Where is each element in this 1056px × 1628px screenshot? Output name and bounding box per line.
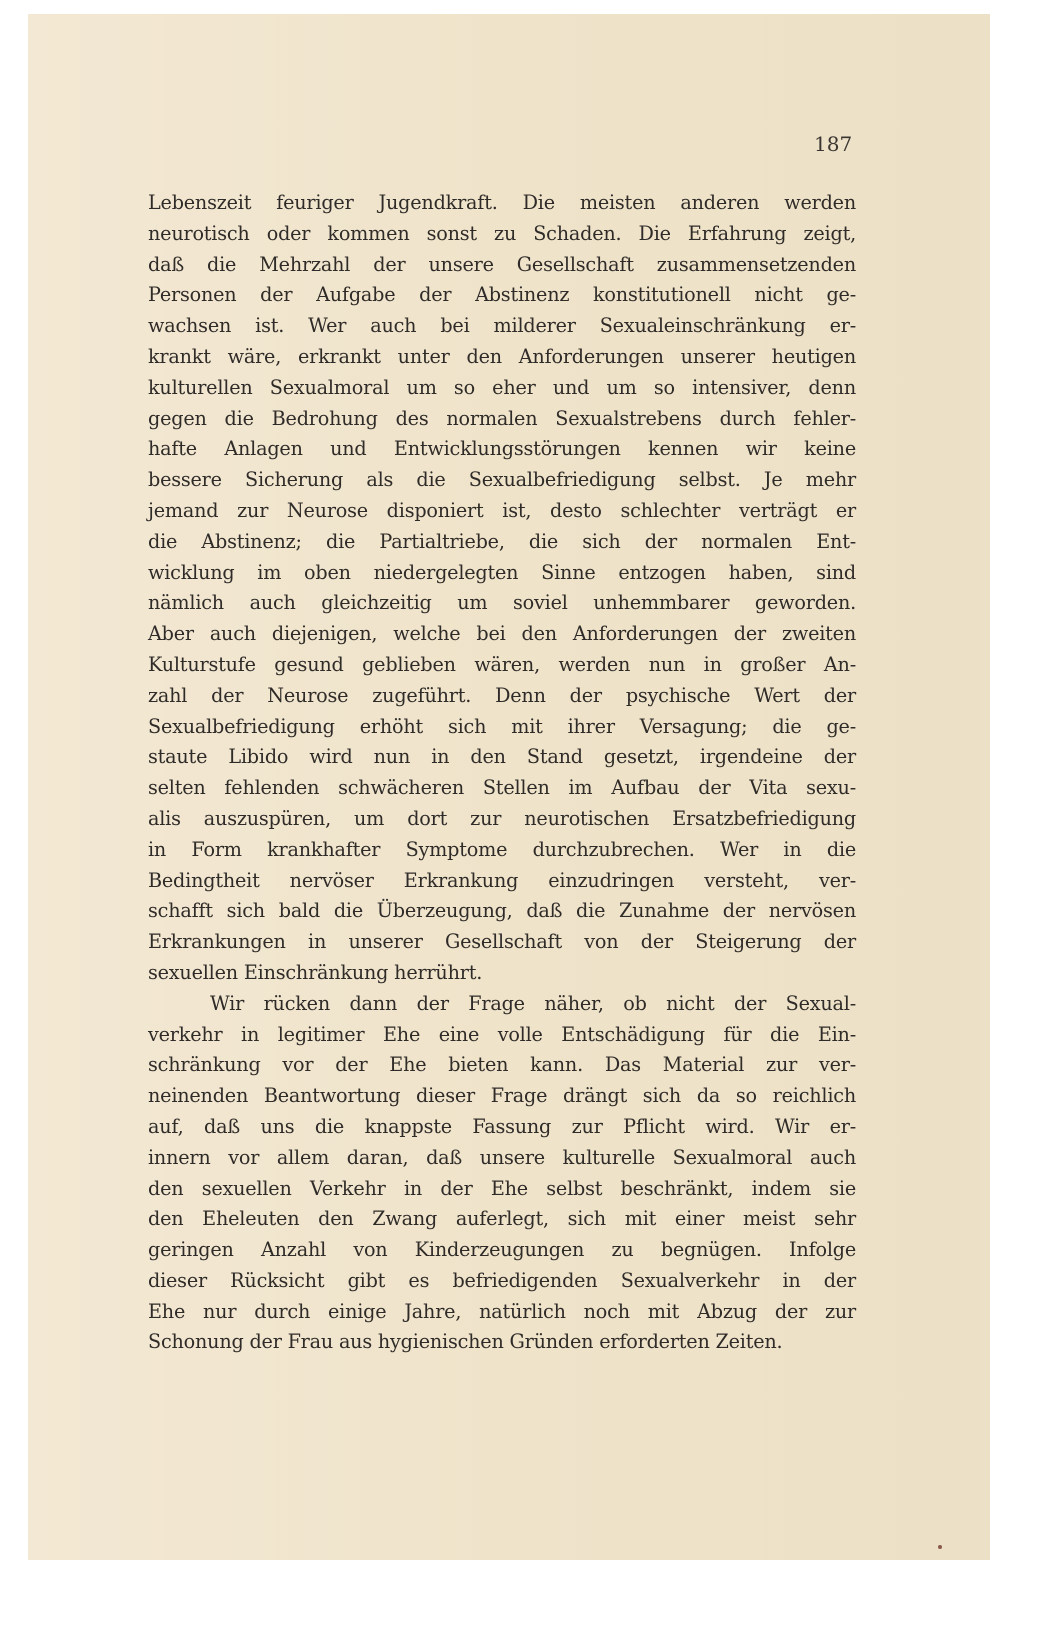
text-line: den sexuellen Verkehr in der Ehe selbst beschränkt, indem sie (148, 1176, 856, 1200)
text-line: Schonung der Frau aus hygienischen Gründen erforderten Zeiten. (148, 1330, 783, 1354)
text-line: auf, daß uns die knappste Fassung zur Pflicht wird. Wir er- (148, 1114, 856, 1138)
text-line: wachsen ist. Wer auch bei milderer Sexualeinschränkung er- (148, 314, 856, 338)
text-line: schränkung vor der Ehe bieten kann. Das Material zur ver- (148, 1053, 856, 1077)
ink-speck (938, 1545, 942, 1549)
text-line: sexuellen Einschränkung herrührt. (148, 960, 483, 984)
text-line: Erkrankungen in unserer Gesellschaft von der Steigerung der (148, 930, 856, 954)
text-line: Kulturstufe gesund geblieben wären, werden nun in großer An- (148, 652, 856, 676)
text-line: dieser Rücksicht gibt es befriedigenden Sexualverkehr in der (148, 1268, 856, 1292)
text-line: selten fehlenden schwächeren Stellen im Aufbau der Vita sexu- (148, 776, 856, 800)
text-line: staute Libido wird nun in den Stand gesetzt, irgendeine der (148, 745, 856, 769)
text-line: daß die Mehrzahl der unsere Gesellschaft zusammensetzenden (148, 252, 856, 276)
text-line: kulturellen Sexualmoral um so eher und um so intensiver, denn (148, 375, 856, 399)
text-line: Aber auch diejenigen, welche bei den Anforderungen der zweiten (148, 622, 856, 646)
text-line: Sexualbefriedigung erhöht sich mit ihrer Versagung; die ge- (148, 714, 856, 738)
text-line: verkehr in legitimer Ehe eine volle Entschädigung für die Ein- (148, 1022, 856, 1046)
text-line: krankt wäre, erkrankt unter den Anforderungen unserer heutigen (148, 344, 856, 368)
text-line: Bedingtheit nervöser Erkrankung einzudringen versteht, ver- (148, 868, 856, 892)
text-line: Wir rücken dann der Frage näher, ob nicht der Sexual- (210, 991, 856, 1015)
text-line: wicklung im oben niedergelegten Sinne entzogen haben, sind (148, 560, 856, 584)
text-line: gegen die Bedrohung des normalen Sexualstrebens durch fehler- (148, 406, 856, 430)
text-line: den Eheleuten den Zwang auferlegt, sich mit einer meist sehr (148, 1207, 856, 1231)
body-text (148, 188, 856, 1358)
text-line: innern vor allem daran, daß unsere kulturelle Sexualmoral auch (148, 1145, 856, 1169)
text-line: in Form krankhafter Symptome durchzubrechen. Wer in die (148, 837, 856, 861)
text-line: schafft sich bald die Überzeugung, daß die Zunahme der nervösen (148, 899, 856, 923)
text-line: hafte Anlagen und Entwicklungsstörungen kennen wir keine (148, 437, 856, 461)
text-line: bessere Sicherung als die Sexualbefriedigung selbst. Je mehr (148, 468, 856, 492)
text-line: nämlich auch gleichzeitig um soviel unhemmbarer geworden. (148, 591, 856, 615)
text-line: jemand zur Neurose disponiert ist, desto schlechter verträgt er (148, 498, 856, 522)
text-line: neinenden Beantwortung dieser Frage drängt sich da so reichlich (148, 1084, 856, 1108)
page-number: 187 (814, 132, 853, 156)
book-page (28, 14, 990, 1560)
text-line: Personen der Aufgabe der Abstinenz konstitutionell nicht ge- (148, 283, 856, 307)
text-line: alis auszuspüren, um dort zur neurotischen Ersatzbefriedigung (148, 806, 856, 830)
text-line: die Abstinenz; die Partialtriebe, die sich der normalen Ent- (148, 529, 856, 553)
text-line: Lebenszeit feuriger Jugendkraft. Die meisten anderen werden (148, 191, 856, 214)
text-line: geringen Anzahl von Kinderzeugungen zu begnügen. Infolge (148, 1238, 856, 1262)
text-line: zahl der Neurose zugeführt. Denn der psychische Wert der (148, 683, 856, 707)
text-line: Ehe nur durch einige Jahre, natürlich noch mit Abzug der zur (148, 1299, 856, 1323)
text-line: neurotisch oder kommen sonst zu Schaden. Die Erfahrung zeigt, (148, 221, 856, 245)
